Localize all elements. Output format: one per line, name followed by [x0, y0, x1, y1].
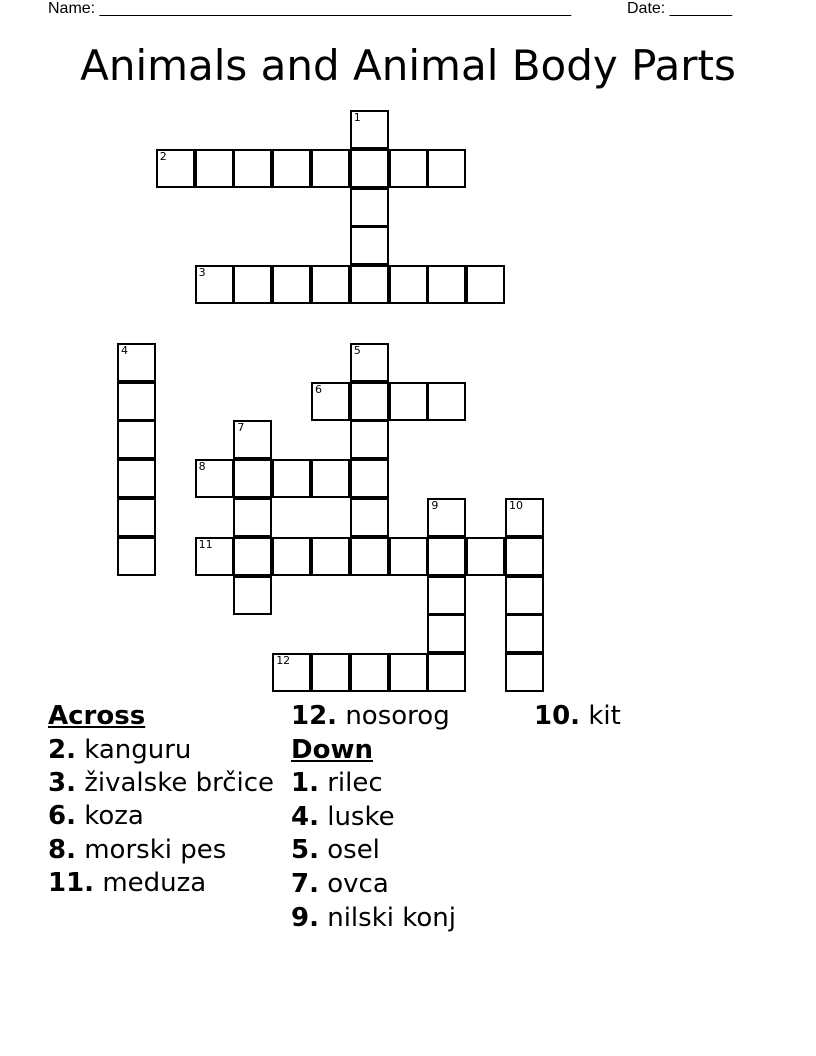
- grid-cell[interactable]: [350, 226, 389, 265]
- grid-cell[interactable]: [233, 420, 272, 459]
- clue-text: ovca: [327, 868, 389, 899]
- down-clue: [291, 902, 521, 936]
- grid-cell[interactable]: [350, 382, 389, 421]
- grid-cell[interactable]: [350, 420, 389, 459]
- cell-number: 7: [237, 421, 245, 435]
- grid-cell[interactable]: [427, 614, 466, 653]
- grid-cell[interactable]: [427, 149, 466, 188]
- name-field: Name: _____________________________________________________: [48, 0, 572, 17]
- across-clue: [48, 834, 278, 868]
- grid-cell[interactable]: [233, 576, 272, 615]
- clue-number: 3.: [48, 768, 76, 799]
- clue-text: meduza: [102, 868, 207, 899]
- clues-column-3: [534, 700, 764, 734]
- cell-number: 12: [276, 654, 291, 668]
- grid-cell[interactable]: [272, 149, 311, 188]
- cell-number: 4: [121, 343, 128, 357]
- grid-cell[interactable]: [350, 653, 389, 692]
- clue-number: 11.: [48, 868, 95, 899]
- clue-number: 7.: [291, 868, 319, 899]
- grid-cell[interactable]: [350, 265, 389, 304]
- across-heading: Across: [48, 701, 146, 731]
- across-clue: [48, 867, 278, 901]
- grid-cell[interactable]: [311, 265, 350, 304]
- grid-cell[interactable]: [389, 653, 428, 692]
- grid-cell[interactable]: [272, 265, 311, 304]
- grid-cell[interactable]: [350, 459, 389, 498]
- clue-number: 8.: [48, 834, 76, 865]
- grid-cell[interactable]: [389, 537, 428, 576]
- grid-cell[interactable]: [389, 265, 428, 304]
- grid-cell[interactable]: [233, 498, 272, 537]
- clue-number: 5.: [291, 835, 319, 866]
- date-field: Date: _______: [627, 0, 732, 17]
- cell-number: 3: [198, 266, 206, 280]
- grid-cell[interactable]: [427, 498, 466, 537]
- grid-cell[interactable]: [427, 382, 466, 421]
- cell-number: 1: [353, 111, 361, 124]
- cell-number: 10: [509, 499, 523, 512]
- across-clue: [48, 734, 278, 768]
- grid-cell[interactable]: [350, 188, 389, 227]
- clue-text: kanguru: [84, 734, 192, 765]
- cell-number: 6: [315, 382, 322, 396]
- grid-cell[interactable]: [350, 149, 389, 188]
- grid-cell[interactable]: [117, 459, 156, 498]
- clue-text: kit: [588, 701, 621, 731]
- page-title: Animals and Animal Body Parts: [80, 41, 736, 90]
- down-heading: Down: [291, 734, 373, 765]
- grid-cell[interactable]: [195, 149, 234, 188]
- grid-cell[interactable]: [117, 382, 156, 421]
- grid-cell[interactable]: [272, 459, 311, 498]
- grid-cell[interactable]: [311, 149, 350, 188]
- grid-cell[interactable]: [272, 653, 311, 692]
- grid-cell[interactable]: [389, 149, 428, 188]
- down-clue: [291, 801, 521, 835]
- cell-number: 8: [198, 460, 206, 474]
- down-clue: [291, 767, 521, 801]
- grid-cell[interactable]: [117, 537, 156, 576]
- grid-cell[interactable]: [233, 149, 272, 188]
- clue-text: nilski konj: [327, 902, 456, 933]
- grid-cell[interactable]: [505, 537, 544, 576]
- clue-text: morski pes: [84, 834, 227, 865]
- grid-cell[interactable]: [195, 537, 234, 576]
- clue-text: nosorog: [345, 701, 450, 731]
- clue-text: osel: [327, 835, 380, 866]
- cell-number: 5: [353, 343, 361, 357]
- grid-cell[interactable]: [311, 382, 350, 421]
- grid-cell[interactable]: [311, 459, 350, 498]
- clues-column-1: [48, 700, 278, 901]
- grid-cell[interactable]: [117, 498, 156, 537]
- down-clue: [291, 834, 521, 868]
- across-clue: [291, 700, 521, 734]
- grid-cell[interactable]: [350, 537, 389, 576]
- clue-text: živalske brčice: [84, 768, 275, 799]
- clue-number: 10.: [534, 701, 581, 731]
- down-clue: [291, 868, 521, 902]
- grid-cell[interactable]: [466, 537, 505, 576]
- grid-cell[interactable]: [389, 382, 428, 421]
- grid-cell[interactable]: [233, 265, 272, 304]
- grid-cell[interactable]: [466, 265, 505, 304]
- cell-number: 11: [198, 537, 213, 551]
- grid-cell[interactable]: [350, 343, 389, 382]
- grid-cell[interactable]: [272, 537, 311, 576]
- clue-number: 1.: [291, 768, 319, 799]
- grid-cell[interactable]: [427, 265, 466, 304]
- grid-cell[interactable]: [505, 576, 544, 615]
- clue-number: 2.: [48, 734, 76, 765]
- grid-cell[interactable]: [117, 343, 156, 382]
- grid-cell[interactable]: [195, 265, 234, 304]
- grid-cell[interactable]: [117, 420, 156, 459]
- clue-text: luske: [327, 801, 395, 832]
- grid-cell[interactable]: [350, 110, 389, 149]
- grid-cell[interactable]: [156, 149, 195, 188]
- across-clue: [48, 800, 278, 834]
- across-clue: [48, 767, 278, 800]
- clue-number: 4.: [291, 801, 319, 832]
- grid-cell[interactable]: [505, 614, 544, 653]
- clue-number: 12.: [291, 701, 338, 731]
- grid-cell[interactable]: [233, 537, 272, 576]
- clue-number: 9.: [291, 902, 319, 933]
- down-clue: [534, 700, 764, 734]
- clue-text: koza: [84, 801, 144, 832]
- grid-cell[interactable]: [427, 576, 466, 615]
- grid-cell[interactable]: [427, 537, 466, 576]
- grid-cell[interactable]: [233, 459, 272, 498]
- grid-cell[interactable]: [505, 653, 544, 692]
- cell-number: 2: [159, 149, 167, 163]
- grid-cell[interactable]: [505, 498, 544, 537]
- clue-number: 6.: [48, 801, 76, 832]
- grid-cell[interactable]: [427, 653, 466, 692]
- grid-cell[interactable]: [350, 498, 389, 537]
- clue-text: rilec: [327, 768, 383, 799]
- grid-cell[interactable]: [311, 537, 350, 576]
- cell-number: 9: [431, 499, 439, 512]
- grid-cell[interactable]: [195, 459, 234, 498]
- grid-cell[interactable]: [311, 653, 350, 692]
- clues-column-2: [291, 700, 521, 935]
